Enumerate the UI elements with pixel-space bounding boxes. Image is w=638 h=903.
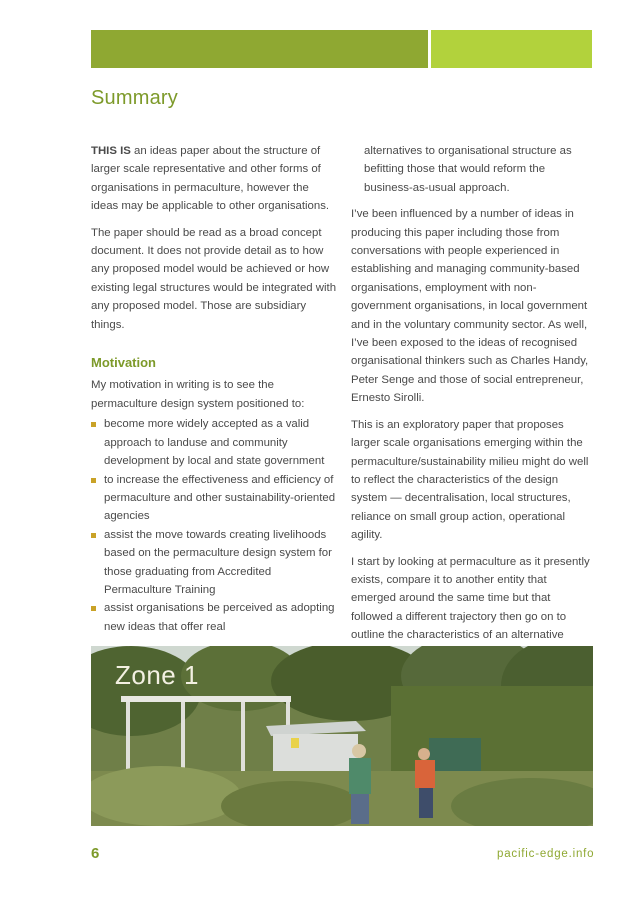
bullet-square-icon: [91, 533, 96, 538]
exploratory-paragraph: This is an exploratory paper that proposes larger scale organisations emerging within the permaculture/sustainability milieu might do well to reflect the characteristics of the design system — decentralisation, local structures, reliance on small group action, operational agility.: [351, 418, 589, 542]
bullet-square-icon: [91, 422, 96, 427]
influences-paragraph: I’ve been influenced by a number of ideas in producing this paper including those from conversations with people experienced in establishing and managing community-based organisations, employment with non-government organisations, in local government and in the voluntary community sector. As well, I’ve been exposed to the ideas of recognised organisational thinkers such as Charles Handy, Peter Senge and those of social entrepreneur, Ernesto Sirolli.: [351, 208, 589, 405]
list-item: to increase the effectiveness and efficiency of permaculture and other sustainability-oriented agencies: [91, 471, 339, 526]
intro-text: an ideas paper about the structure of larger scale representative and other forms of organisations in permaculture, however the ideas may be applicable to other organisations.: [91, 145, 330, 213]
bullet-square-icon: [91, 606, 96, 611]
motivation-heading: Motivation: [91, 355, 156, 371]
bullet-continuation: alternatives to organisational structure as befitting those that would reform the business-as-usual approach.: [364, 145, 572, 194]
header-band-dark: [91, 30, 428, 68]
left-column: [91, 142, 339, 636]
footer-url[interactable]: pacific-edge.info: [497, 848, 595, 860]
header-band-light: [431, 30, 592, 68]
approach-paragraph: I start by looking at permaculture as it presently exists, compare it to another entity that emerged around the same time but that followed a different trajectory then go on to outline the characteristics of an alternative: [351, 555, 590, 642]
right-column: [351, 142, 593, 671]
list-item: assist organisations be perceived as adopting new ideas that offer real: [91, 599, 339, 636]
motivation-list: [91, 415, 339, 636]
page-number: 6: [91, 845, 100, 862]
intro-lead: THIS IS: [91, 145, 131, 157]
page-title: Summary: [91, 87, 178, 109]
photo-caption: Zone 1: [115, 660, 199, 690]
list-item: assist the move towards creating livelihoods based on the permaculture design system for those graduating from Accredited Permaculture Training: [91, 526, 339, 600]
bullet-square-icon: [91, 478, 96, 483]
list-item: become more widely accepted as a valid approach to landuse and community development by local and state government: [91, 415, 339, 470]
intro-paragraph: [91, 142, 339, 216]
concept-paragraph: The paper should be read as a broad concept document. It does not provide detail as to how any proposed model would be achieved or how existing legal structures would be integrated with any proposed model. Those are subsidiary things.: [91, 226, 337, 331]
motivation-intro: My motivation in writing is to see the permaculture design system positioned to:: [91, 379, 305, 410]
